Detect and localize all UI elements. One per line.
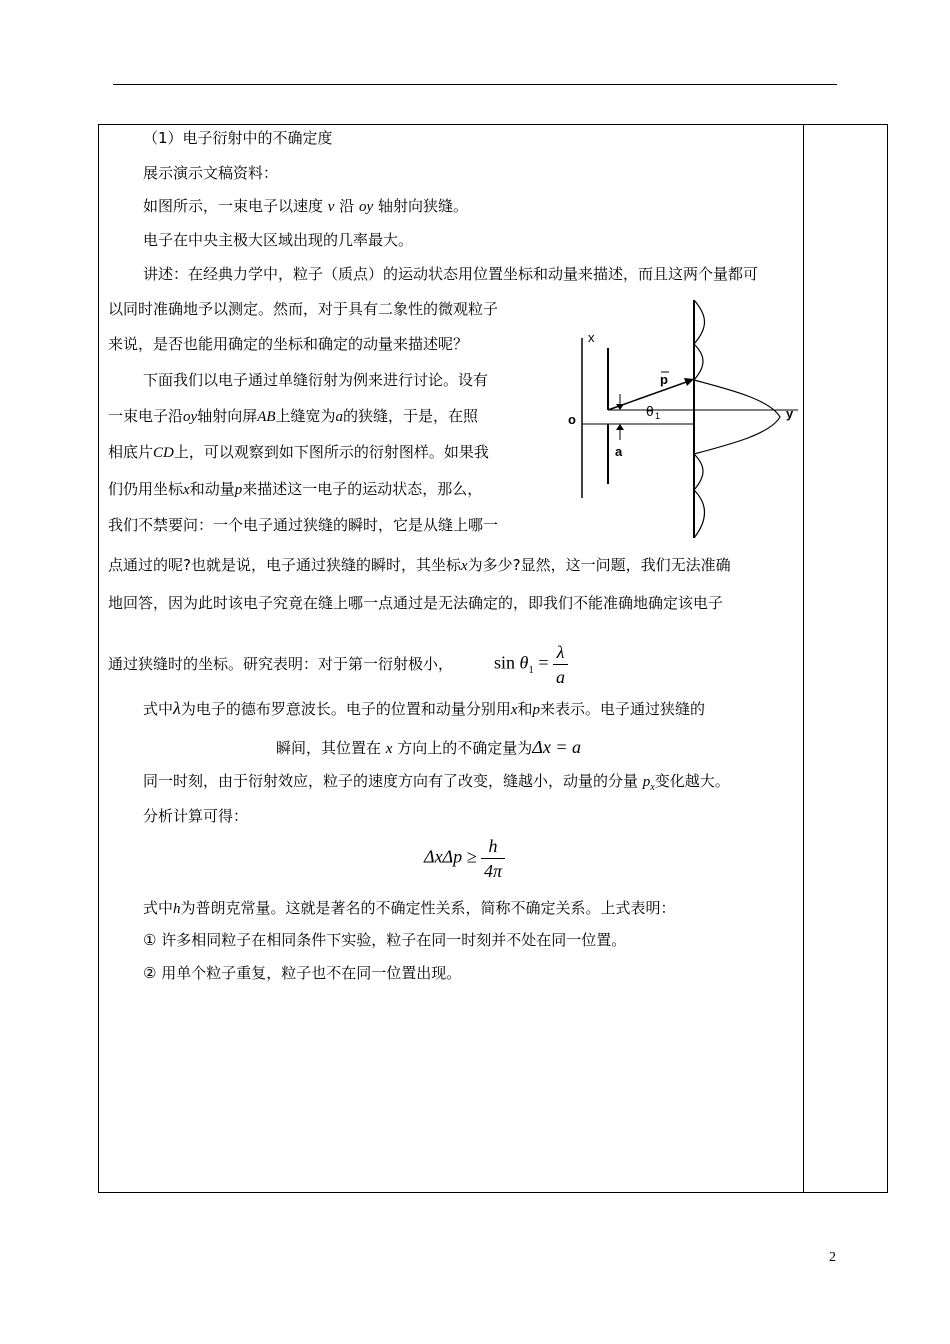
formula-uncertainty: ΔxΔp ≥ $\frac{h}{4\pi}$ — [424, 834, 505, 883]
diffraction-diagram — [560, 298, 810, 540]
diagram-label-y: y — [786, 406, 794, 421]
diagram-label-x: x — [588, 330, 595, 345]
instant-line: 瞬间，其位置在 x 方向上的不确定量为Δx = a — [276, 737, 581, 757]
diagram-label-theta: θ — [646, 403, 654, 419]
same-moment-line: 同一时刻，由于衍射效应，粒子的速度方向有了改变，缝越小，动量的分量 $p_x$变化越大。 — [143, 772, 730, 793]
formula-sin-theta: $\sin \theta_1$ = $\frac{\lambda}{a}$ — [494, 640, 568, 689]
probability-line: 电子在中央主极大区域出现的几率最大。 — [143, 231, 414, 249]
diagram-label-a: a — [615, 444, 623, 459]
discussion-line-1: 下面我们以电子通过单缝衍射为例来进行讨论。设有 — [143, 371, 489, 389]
discussion-line-2: 一束电子沿oy轴射向屏AB上缝宽为a的狭缝，于是，在照 — [108, 407, 479, 425]
discussion-line-3: 相底片CD上，可以观察到如下图所示的衍射图样。如果我 — [108, 443, 489, 461]
discussion-line-4: 们仍用坐标x和动量p来描述这一电子的运动状态，那么， — [108, 480, 483, 498]
formula-delta-x: Δx = a — [532, 737, 581, 757]
table-column-divider — [803, 124, 804, 1193]
narration-line-3: 来说，是否也能用确定的坐标和确定的动量来描述呢？ — [108, 335, 469, 353]
diagram-label-p: p — [660, 372, 668, 387]
narration-line-2: 以同时准确地予以测定。然而，对于具有二象性的微观粒子 — [108, 300, 499, 318]
diagram-intensity-curve — [694, 300, 780, 538]
page-number: 2 — [829, 1250, 836, 1265]
svg-text:1: 1 — [655, 411, 661, 421]
point-1: ① 许多相同粒子在相同条件下实验，粒子在同一时刻并不处在同一位置。 — [143, 931, 627, 949]
calc-line: 分析计算可得： — [143, 807, 249, 825]
discussion-line-7: 地回答，因为此时该电子究竟在缝上哪一点通过是无法确定的，即我们不能准确地确定该电子 — [108, 594, 724, 612]
point-2: ② 用单个粒子重复，粒子也不在同一位置出现。 — [143, 964, 462, 982]
discussion-line-8: 通过狭缝时的坐标。研究表明：对于第一衍射极小， — [108, 655, 454, 673]
show-material-text: 展示演示文稿资料： — [143, 164, 279, 182]
header-rule — [113, 84, 837, 85]
discussion-line-5: 我们不禁要问：一个电子通过狭缝的瞬时，它是从缝上哪一 — [108, 516, 499, 534]
intro-line: 如图所示，一束电子以速度 v 沿 oy 轴射向狭缝。 — [143, 197, 469, 215]
discussion-line-6: 点通过的呢?也就是说，电子通过狭缝的瞬时，其坐标x为多少?显然，这一问题，我们无法准确 — [108, 556, 731, 574]
section-title: （1）电子衍射中的不确定度 — [143, 129, 333, 147]
planck-line: 式中h为普朗克常量。这就是著名的不确定性关系，简称不确定关系。上式表明： — [143, 899, 676, 917]
diagram-label-o: o — [568, 412, 576, 427]
narration-line-1: 讲述：在经典力学中，粒子（质点）的运动状态用位置坐标和动量来描述，而且这两个量都可 — [143, 265, 759, 283]
debroglie-line: 式中λ为电子的德布罗意波长。电子的位置和动量分别用x和p来表示。电子通过狭缝的 — [143, 698, 706, 718]
